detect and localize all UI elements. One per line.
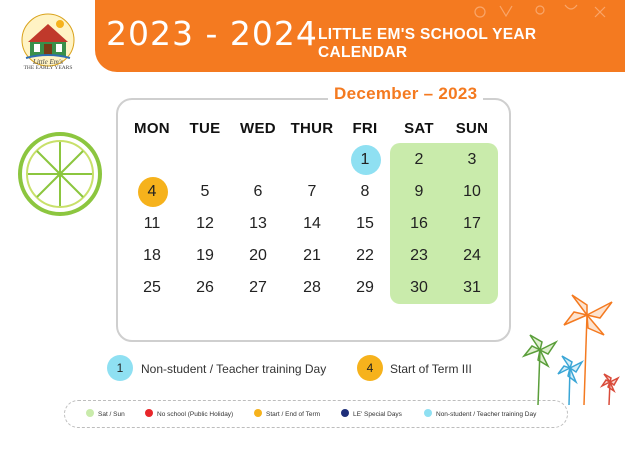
lime-slice-icon [16, 130, 104, 218]
weekday-thur: THUR [290, 120, 334, 137]
pinwheel-icon [512, 290, 625, 410]
key-item-term [254, 409, 320, 421]
calendar-day: 18 [143, 247, 161, 264]
calendar-day: 22 [356, 247, 374, 264]
calendar-subtitle: LITTLE EM'S SCHOOL YEAR CALENDAR [318, 26, 537, 61]
legend-label-start-term: Start of Term III [390, 362, 472, 376]
key-item-weekend [86, 409, 125, 421]
calendar-day: 14 [303, 215, 321, 232]
weekday-sun: SUN [455, 120, 489, 137]
calendar-day: 30 [410, 279, 428, 296]
logo-name: Little Em's [32, 58, 64, 66]
calendar-day: 23 [410, 247, 428, 264]
year-title: 2023 - 2024 [106, 14, 318, 53]
key-dot-non-student [424, 409, 432, 417]
calendar-day: 1 [360, 151, 370, 168]
key-label-special-days: LE' Special Days [353, 411, 402, 418]
logo-text [18, 59, 78, 71]
month-title: December – 2023 [328, 84, 483, 104]
calendar-day: 24 [463, 247, 481, 264]
key-label-term: Start / End of Term [266, 411, 321, 418]
key-label-non-student: Non-student / Teacher training Day [436, 411, 537, 418]
calendar-day: 15 [356, 215, 374, 232]
banner-doodle-icon [470, 2, 620, 26]
calendar-day: 10 [463, 183, 481, 200]
calendar-day: 27 [249, 279, 267, 296]
legend-label-non-student: Non-student / Teacher training Day [141, 362, 327, 376]
calendar-day: 2 [414, 151, 424, 168]
calendar-day: 25 [143, 279, 161, 296]
calendar-day: 31 [463, 279, 481, 296]
key-dot-public-holiday [145, 409, 153, 417]
weekday-wed: WED [240, 120, 276, 137]
calendar-day: 26 [196, 279, 214, 296]
key-dot-special-days [341, 409, 349, 417]
calendar-day: 20 [249, 247, 267, 264]
weekday-sat: SAT [404, 120, 434, 137]
key-label-weekend: Sat / Sun [98, 411, 125, 418]
key-label-public-holiday: No school (Public Holiday) [157, 411, 234, 418]
legend-circle-start-term: 4 [357, 355, 383, 381]
calendar-day: 5 [200, 183, 210, 200]
legend-circle-non-student: 1 [107, 355, 133, 381]
calendar-day: 19 [196, 247, 214, 264]
key-item-non-student [424, 409, 536, 421]
logo-tagline: THE EARLY YEARS [23, 65, 73, 71]
calendar-day: 29 [356, 279, 374, 296]
weekday-mon: MON [134, 120, 170, 137]
weekday-tue: TUE [189, 120, 221, 137]
calendar-day: 28 [303, 279, 321, 296]
calendar-day: 17 [463, 215, 481, 232]
calendar-day: 6 [253, 183, 263, 200]
calendar-day: 8 [360, 183, 370, 200]
weekday-fri: FRI [352, 120, 378, 137]
calendar-day: 13 [249, 215, 267, 232]
key-item-special-days [341, 409, 402, 421]
key-dot-term [254, 409, 262, 417]
calendar-day: 7 [307, 183, 317, 200]
calendar-day: 3 [467, 151, 477, 168]
calendar-day: 16 [410, 215, 428, 232]
calendar-day: 9 [414, 183, 424, 200]
key-item-public-holiday [145, 409, 233, 421]
calendar-day: 21 [303, 247, 321, 264]
calendar-day: 11 [143, 215, 161, 232]
key-dot-weekend [86, 409, 94, 417]
school-logo-icon [20, 12, 76, 82]
calendar-day: 12 [196, 215, 214, 232]
calendar-day: 4 [147, 183, 157, 200]
